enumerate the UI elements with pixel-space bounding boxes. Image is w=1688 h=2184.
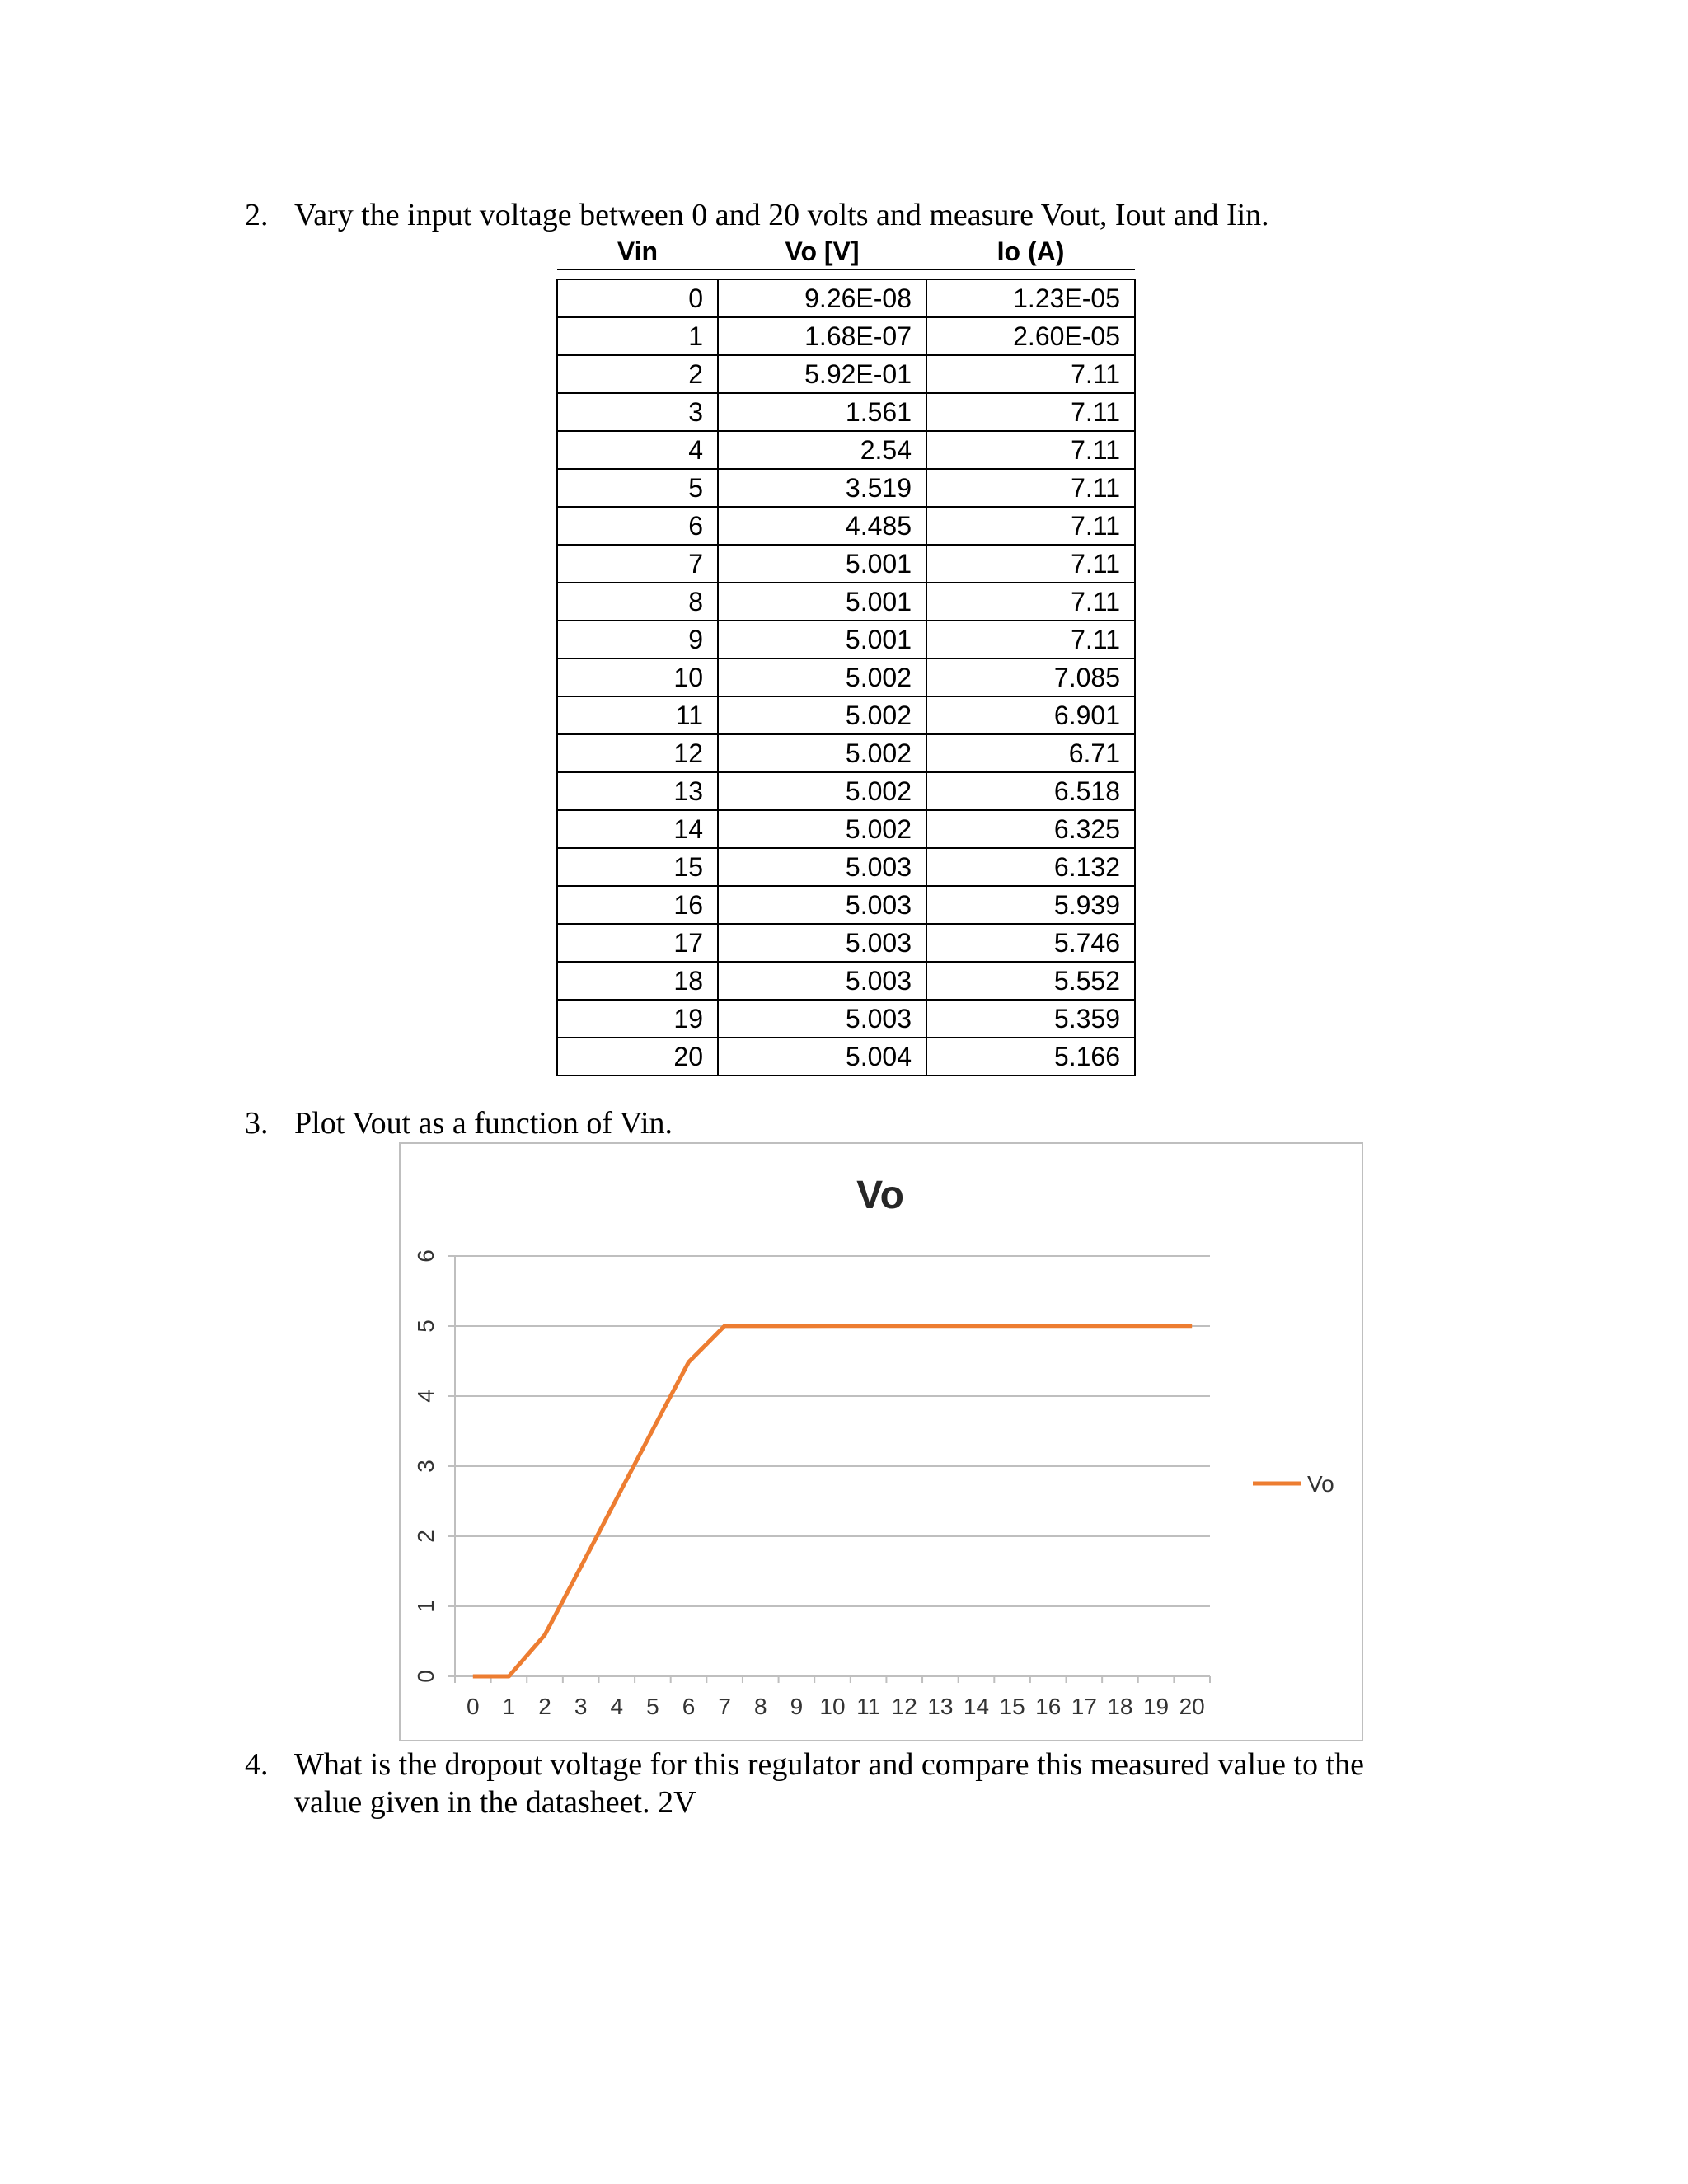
x-tick-label: 16 (1035, 1694, 1062, 1719)
legend-label-vo: Vo (1307, 1471, 1334, 1497)
table-header-row (557, 231, 1135, 269)
cell-vin: 2 (557, 355, 718, 393)
question-2 (245, 196, 1399, 234)
cell-vo: 1.68E-07 (718, 317, 926, 355)
table-row (557, 317, 1135, 355)
table-row (557, 734, 1135, 772)
question-4 (245, 1746, 1440, 1821)
table-row (557, 393, 1135, 431)
x-tick-label: 0 (467, 1694, 480, 1719)
question-3-number: 3. (245, 1106, 269, 1141)
cell-vo: 5.002 (718, 772, 926, 810)
x-tick-label: 1 (502, 1694, 516, 1719)
table-row (557, 1000, 1135, 1038)
cell-io: 5.166 (926, 1038, 1135, 1076)
cell-vo: 5.003 (718, 1000, 926, 1038)
y-tick-label: 5 (413, 1319, 438, 1333)
cell-vo: 5.003 (718, 848, 926, 886)
table-row (557, 886, 1135, 924)
table-row (557, 431, 1135, 469)
x-tick-label: 5 (646, 1694, 659, 1719)
cell-vo: 5.003 (718, 886, 926, 924)
cell-vin: 4 (557, 431, 718, 469)
cell-vin: 14 (557, 810, 718, 848)
cell-vin: 19 (557, 1000, 718, 1038)
question-4-number: 4. (245, 1747, 269, 1782)
cell-io: 7.11 (926, 545, 1135, 583)
x-tick-label: 10 (819, 1694, 846, 1719)
cell-io: 5.552 (926, 962, 1135, 1000)
cell-io: 7.11 (926, 355, 1135, 393)
table-row (557, 658, 1135, 696)
cell-vin: 0 (557, 279, 718, 317)
measurement-table (556, 231, 1136, 1076)
cell-vin: 9 (557, 621, 718, 658)
cell-vo: 5.002 (718, 696, 926, 734)
cell-io: 6.518 (926, 772, 1135, 810)
question-4-line1: What is the dropout voltage for this regulator and compare this measured value to the (294, 1747, 1364, 1782)
table-row (557, 469, 1135, 507)
chart-frame (399, 1142, 1363, 1741)
cell-io: 1.23E-05 (926, 279, 1135, 317)
cell-io: 7.11 (926, 507, 1135, 545)
x-tick-label: 6 (682, 1694, 696, 1719)
y-tick-label: 2 (413, 1530, 438, 1543)
cell-io: 7.11 (926, 469, 1135, 507)
x-tick-label: 9 (790, 1694, 804, 1719)
cell-vin: 15 (557, 848, 718, 886)
cell-vo: 5.001 (718, 621, 926, 658)
table-row (557, 1038, 1135, 1076)
cell-io: 7.11 (926, 431, 1135, 469)
table-row (557, 583, 1135, 621)
y-tick-label: 6 (413, 1249, 438, 1263)
table-row (557, 848, 1135, 886)
x-tick-label: 3 (574, 1694, 588, 1719)
cell-vin: 1 (557, 317, 718, 355)
cell-vin: 17 (557, 924, 718, 962)
cell-vo: 1.561 (718, 393, 926, 431)
vo-series-line (473, 1326, 1192, 1676)
cell-io: 6.71 (926, 734, 1135, 772)
x-tick-label: 8 (753, 1694, 767, 1719)
header-vin: Vin (557, 231, 718, 269)
cell-vin: 6 (557, 507, 718, 545)
table-row (557, 279, 1135, 317)
table-row (557, 507, 1135, 545)
header-vo: Vo [V] (718, 231, 926, 269)
question-3-text: Plot Vout as a function of Vin. (294, 1106, 673, 1141)
x-tick-label: 2 (538, 1694, 551, 1719)
question-3 (245, 1104, 987, 1142)
x-tick-label: 15 (999, 1694, 1025, 1719)
x-tick-label: 17 (1071, 1694, 1097, 1719)
cell-vin: 12 (557, 734, 718, 772)
table-row (557, 696, 1135, 734)
cell-vin: 10 (557, 658, 718, 696)
cell-vin: 8 (557, 583, 718, 621)
cell-vo: 5.001 (718, 583, 926, 621)
x-tick-label: 18 (1107, 1694, 1133, 1719)
cell-vo: 2.54 (718, 431, 926, 469)
cell-io: 7.11 (926, 393, 1135, 431)
table-row (557, 962, 1135, 1000)
cell-io: 5.746 (926, 924, 1135, 962)
x-tick-label: 4 (610, 1694, 624, 1719)
cell-vin: 16 (557, 886, 718, 924)
vo-line-chart (401, 1144, 1362, 1740)
cell-vo: 5.004 (718, 1038, 926, 1076)
cell-io: 5.939 (926, 886, 1135, 924)
cell-vin: 3 (557, 393, 718, 431)
x-tick-label: 19 (1142, 1694, 1170, 1719)
question-2-number: 2. (245, 198, 269, 232)
cell-vo: 5.003 (718, 924, 926, 962)
cell-vo: 4.485 (718, 507, 926, 545)
x-tick-label: 12 (891, 1694, 917, 1719)
y-tick-label: 3 (413, 1460, 438, 1473)
question-4-line2: value given in the datasheet. 2V (294, 1785, 696, 1820)
cell-io: 7.11 (926, 621, 1135, 658)
cell-io: 6.901 (926, 696, 1135, 734)
table-body (557, 269, 1135, 1076)
x-tick-label: 13 (927, 1694, 954, 1719)
question-2-text: Vary the input voltage between 0 and 20 volts and measure Vout, Iout and Iin. (294, 198, 1269, 232)
x-tick-label: 7 (718, 1694, 731, 1719)
cell-vin: 5 (557, 469, 718, 507)
cell-vin: 11 (557, 696, 718, 734)
cell-vo: 5.003 (718, 962, 926, 1000)
table-row (557, 924, 1135, 962)
cell-vo: 3.519 (718, 469, 926, 507)
cell-vin: 18 (557, 962, 718, 1000)
y-tick-label: 1 (413, 1600, 438, 1613)
x-tick-label: 20 (1179, 1694, 1205, 1719)
cell-vin: 7 (557, 545, 718, 583)
table-row (557, 772, 1135, 810)
cell-vo: 9.26E-08 (718, 279, 926, 317)
cell-io: 2.60E-05 (926, 317, 1135, 355)
table-row (557, 621, 1135, 658)
cell-vo: 5.002 (718, 658, 926, 696)
table-row (557, 810, 1135, 848)
x-tick-label: 14 (963, 1694, 990, 1719)
cell-vin: 20 (557, 1038, 718, 1076)
chart-title: Vo (856, 1174, 904, 1217)
cell-io: 6.325 (926, 810, 1135, 848)
cell-vo: 5.002 (718, 734, 926, 772)
cell-io: 5.359 (926, 1000, 1135, 1038)
x-tick-label: 11 (856, 1694, 881, 1719)
table-row (557, 355, 1135, 393)
cell-vo: 5.002 (718, 810, 926, 848)
y-tick-label: 0 (413, 1670, 438, 1683)
cell-io: 7.085 (926, 658, 1135, 696)
y-tick-label: 4 (413, 1390, 438, 1403)
cell-io: 7.11 (926, 583, 1135, 621)
header-io: Io (A) (926, 231, 1135, 269)
cell-io: 6.132 (926, 848, 1135, 886)
table-row (557, 545, 1135, 583)
cell-vo: 5.001 (718, 545, 926, 583)
cell-vo: 5.92E-01 (718, 355, 926, 393)
cell-vin: 13 (557, 772, 718, 810)
